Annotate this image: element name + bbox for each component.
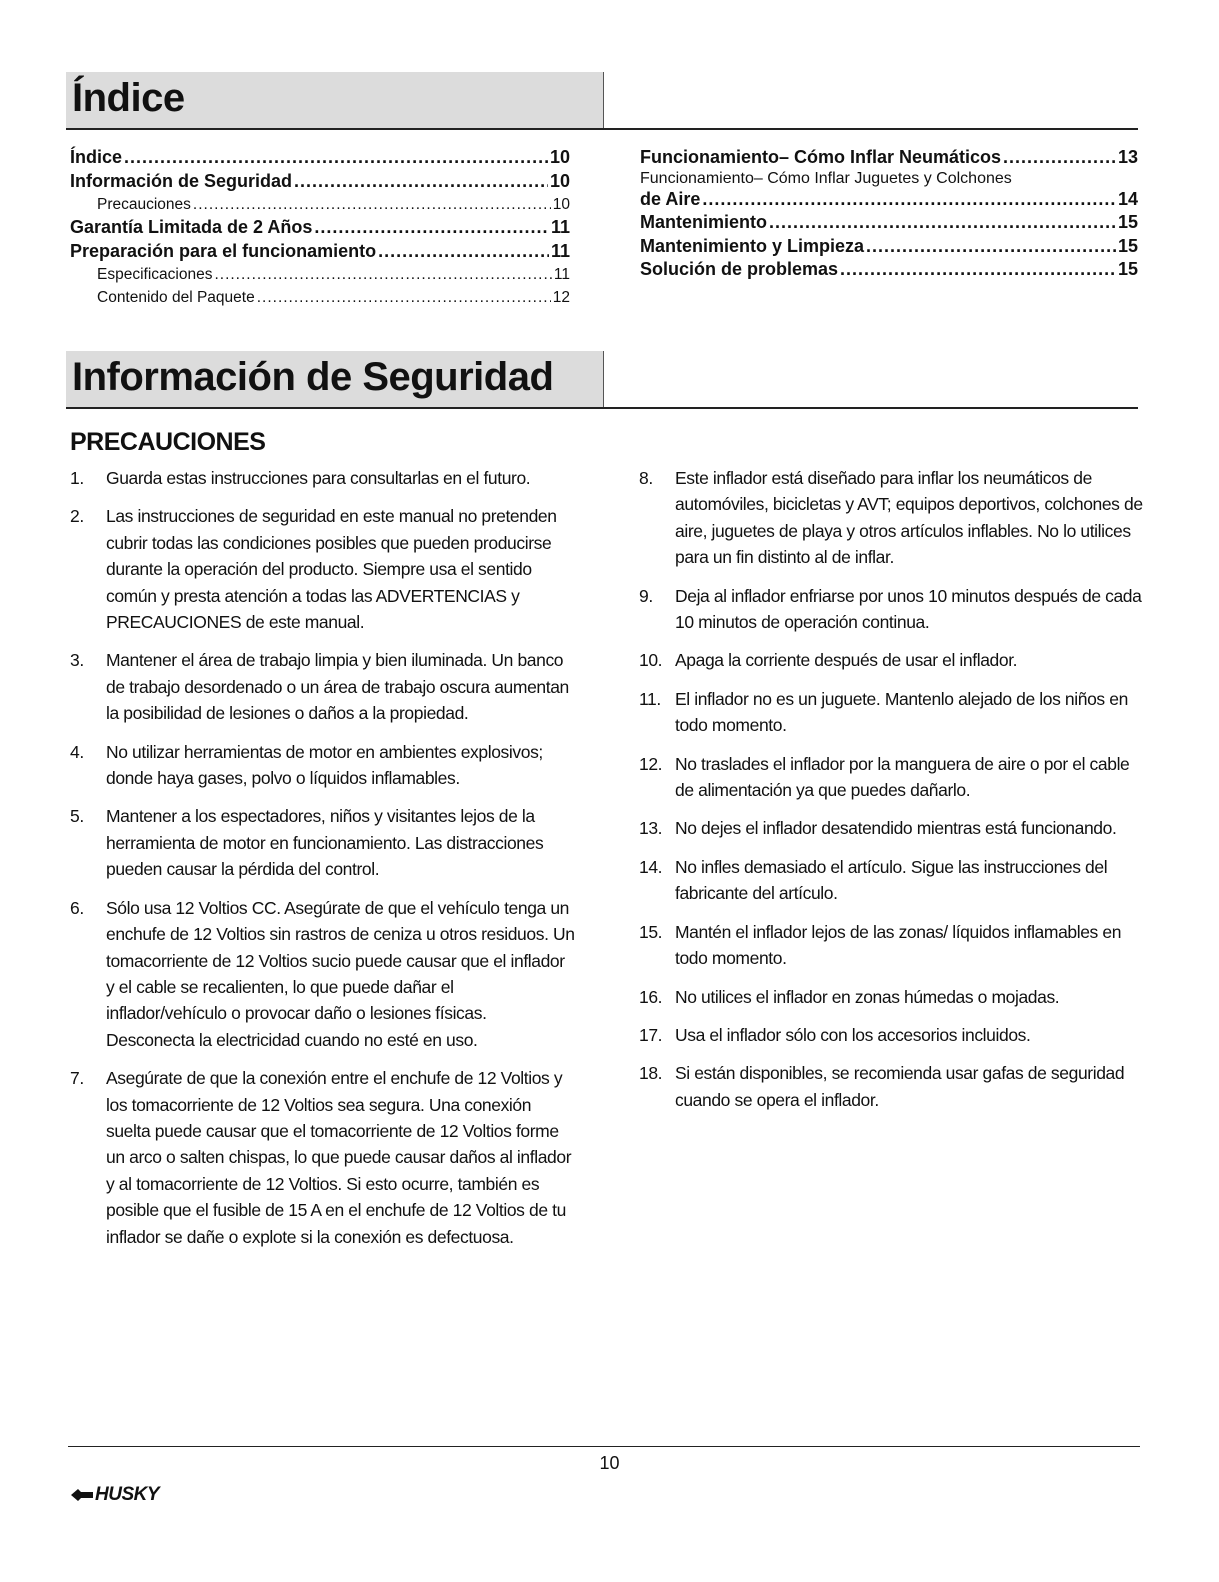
- toc-dot-leader: [214, 263, 551, 286]
- precaution-item: [639, 815, 1144, 841]
- precaution-number: 5.: [70, 806, 84, 827]
- toc-entry: [70, 263, 570, 286]
- precaution-text: Si están disponibles, se recomienda usar gafas de seguridad cuando se opera el inflador.: [675, 1063, 1125, 1110]
- toc-entry-page: 13: [1117, 147, 1138, 167]
- precaution-text: No traslades el inflador por la manguera de aire o por el cable de alimentación ya que puedes dañarlo.: [675, 753, 1130, 801]
- precaution-text: Mantener a los espectadores, niños y visitantes lejos de la herramienta de motor en funcionamiento. Las distracciones pueden causar la pérdida del control.: [106, 806, 544, 880]
- toc-entry: [70, 193, 570, 216]
- toc-entry-title: Solución de problemas: [640, 259, 839, 279]
- toc-entry-page: 11: [553, 266, 570, 283]
- precaution-item: [639, 919, 1144, 972]
- toc-entry-title: de Aire: [640, 188, 701, 209]
- precaution-item: [639, 854, 1144, 907]
- precaution-number: 6.: [70, 897, 84, 918]
- toc-entry-title: Especificaciones: [97, 266, 213, 283]
- toc-entry: [640, 211, 1138, 235]
- precaution-item: [70, 739, 575, 792]
- precaution-number: 11.: [639, 688, 661, 709]
- toc-dot-leader: [1003, 146, 1116, 170]
- precaution-text: Deja al inflador enfriarse por unos 10 minutos después de cada 10 minutos de operación continua.: [675, 585, 1142, 633]
- toc-dot-leader: [257, 286, 551, 309]
- precaution-text: No utilizar herramientas de motor en ambientes explosivos; donde haya gases, polvo o líquidos inflamables.: [106, 741, 543, 789]
- toc-entry-page: 14: [1117, 188, 1138, 209]
- precaution-text: El inflador no es un juguete. Mantenlo alejado de los niños en todo momento.: [675, 688, 1128, 736]
- precaution-item: [70, 895, 575, 1053]
- toc-entry: [640, 188, 1138, 212]
- toc-entry: [70, 286, 570, 309]
- precaution-text: Las instrucciones de seguridad en este manual no pretenden cubrir todas las condiciones posibles que pueden producirse durante la operación del producto. Siempre usa el sentido común y presta atención a todas las ADVERTENCIAS y PRECAUCIONES de este manual.: [106, 506, 557, 633]
- toc-entry-page: 10: [552, 196, 570, 213]
- precaution-number: 8.: [639, 468, 653, 488]
- toc-entry: [640, 235, 1138, 259]
- precautions-list-right: [639, 465, 1144, 1125]
- toc-entry-title: Información de Seguridad: [70, 170, 293, 191]
- toc-entry-page: 15: [1117, 212, 1138, 232]
- precaution-item: [639, 583, 1144, 636]
- toc-dot-leader: [866, 235, 1116, 259]
- toc-entry: [70, 146, 570, 170]
- toc-entry: [70, 240, 570, 264]
- toc-dot-leader: [769, 211, 1116, 235]
- precaution-text: Mantén el inflador lejos de las zonas/ líquidos inflamables en todo momento.: [675, 921, 1122, 969]
- brand-logo: [70, 1484, 159, 1506]
- precaution-number: 13.: [639, 818, 663, 839]
- toc-section-header: [66, 72, 1138, 130]
- precaution-text: Mantener el área de trabajo limpia y bien iluminada. Un banco de trabajo desordenado o un área de trabajo oscura aumentan la posibilidad de lesiones o daños a la propiedad.: [106, 650, 569, 724]
- precaution-number: 16.: [639, 986, 663, 1007]
- toc-entry-page: 11: [550, 240, 570, 261]
- precaution-number: 12.: [639, 753, 663, 774]
- precaution-item: [639, 1022, 1144, 1048]
- precaution-text: Usa el inflador sólo con los accesorios incluidos.: [675, 1024, 1031, 1045]
- toc-dot-leader: [378, 240, 549, 264]
- toc-entry-page: 10: [549, 147, 570, 167]
- precaution-number: 18.: [639, 1063, 663, 1084]
- toc-entry: [640, 258, 1138, 282]
- toc-dot-leader: [702, 188, 1116, 212]
- toc-entry-title: Mantenimiento: [640, 212, 768, 232]
- toc-entry-page: 15: [1117, 235, 1138, 256]
- safety-section-header: [66, 351, 1138, 409]
- precaution-text: Apaga la corriente después de usar el inflador.: [675, 650, 1018, 671]
- precautions-title: PRECAUCIONES: [70, 428, 266, 456]
- brand-wordmark: HUSKY: [95, 1484, 160, 1505]
- precaution-number: 14.: [639, 856, 663, 877]
- precaution-text: Sólo usa 12 Voltios CC. Asegúrate de que el vehículo tenga un enchufe de 12 Voltios sin rastros de ceniza u otros residuos. Un tomacorriente de 12 Voltios sucio puede causar que el inflador y el cable se recalienten, lo que puede dañar el inflador/vehículo o provocar daño o lesiones físicas. Desconecta la electricidad cuando no esté en uso.: [106, 897, 575, 1050]
- toc-entry-title: Garantía Limitada de 2 Años: [70, 217, 313, 237]
- toc-dot-leader: [124, 146, 548, 170]
- precaution-text: Este inflador está diseñado para inflar los neumáticos de automóviles, bicicletas y AVT; equipos deportivos, colchones de aire, juguetes de playa y otros artículos inflables. No lo utilices para un fin distinto al de inflar.: [675, 468, 1143, 568]
- toc-entry: [640, 146, 1138, 170]
- precaution-text: Guarda estas instrucciones para consultarlas en el futuro.: [106, 468, 531, 488]
- precaution-item: [639, 984, 1144, 1010]
- precaution-number: 4.: [70, 741, 84, 762]
- precaution-text: No dejes el inflador desatendido mientras está funcionando.: [675, 818, 1117, 839]
- toc-dot-leader: [840, 258, 1116, 282]
- toc-entry: [640, 170, 1138, 188]
- precaution-number: 2.: [70, 506, 84, 527]
- toc-entry-title: Precauciones: [97, 196, 191, 213]
- toc-entry-title: Contenido del Paquete: [97, 289, 255, 306]
- precaution-item: [70, 503, 575, 635]
- toc-dot-leader: [314, 216, 549, 240]
- toc-entry: [70, 170, 570, 194]
- toc-heading: Índice: [72, 76, 185, 120]
- husky-logo-icon: [70, 1486, 94, 1504]
- toc-entry-title: Mantenimiento y Limpieza: [640, 235, 865, 256]
- precaution-number: 3.: [70, 650, 84, 671]
- toc-right-column: [640, 146, 1138, 282]
- toc-entry-page: 11: [550, 217, 570, 237]
- precaution-number: 1.: [70, 468, 84, 488]
- precaution-item: [70, 465, 575, 491]
- precaution-item: [639, 686, 1144, 739]
- footer-divider: [68, 1446, 1140, 1447]
- precaution-item: [639, 647, 1144, 673]
- precaution-number: 9.: [639, 585, 653, 606]
- precaution-number: 7.: [70, 1068, 84, 1089]
- toc-entry-page: 10: [549, 170, 570, 191]
- toc-dot-leader: [294, 170, 548, 194]
- toc-entry-title: Índice: [70, 147, 123, 167]
- precaution-text: No utilices el inflador en zonas húmedas o mojadas.: [675, 986, 1060, 1007]
- page-number: 10: [599, 1453, 620, 1473]
- toc-entry-title: Funcionamiento– Cómo Inflar Juguetes y Colchones: [640, 169, 1012, 187]
- toc-entry-title: Funcionamiento– Cómo Inflar Neumáticos: [640, 147, 1002, 167]
- toc-dot-leader: [193, 193, 551, 216]
- toc-entry-page: 12: [552, 289, 570, 306]
- toc-entry: [70, 216, 570, 240]
- precaution-item: [639, 1060, 1144, 1113]
- precaution-item: [70, 647, 575, 726]
- precaution-item: [639, 465, 1144, 571]
- precaution-number: 15.: [639, 921, 663, 942]
- precaution-text: No infles demasiado el artículo. Sigue las instrucciones del fabricante del artículo.: [675, 856, 1108, 904]
- precaution-text: Asegúrate de que la conexión entre el enchufe de 12 Voltios y los tomacorriente de 12 Voltios sea segura. Una conexión suelta puede causar que el tomacorriente de 12 Voltios forme un arco o salten chispas, lo que puede causar daños al inflador y al tomacorriente de 12 Voltios. Si esto ocurre, también es posible que el fusible de 15 A en el enchufe de 12 Voltios de tu inflador se dañe o explote si la conexión es defectuosa.: [106, 1068, 572, 1247]
- safety-heading: Información de Seguridad: [72, 355, 554, 399]
- toc-left-column: [70, 146, 570, 309]
- precaution-number: 17.: [639, 1024, 663, 1045]
- toc-entry-page: 15: [1117, 259, 1138, 279]
- precaution-item: [70, 803, 575, 882]
- precaution-number: 10.: [639, 650, 663, 671]
- precaution-item: [70, 1065, 575, 1250]
- precautions-list-left: [70, 465, 575, 1262]
- toc-entry-title: Preparación para el funcionamiento: [70, 240, 377, 261]
- precaution-item: [639, 751, 1144, 804]
